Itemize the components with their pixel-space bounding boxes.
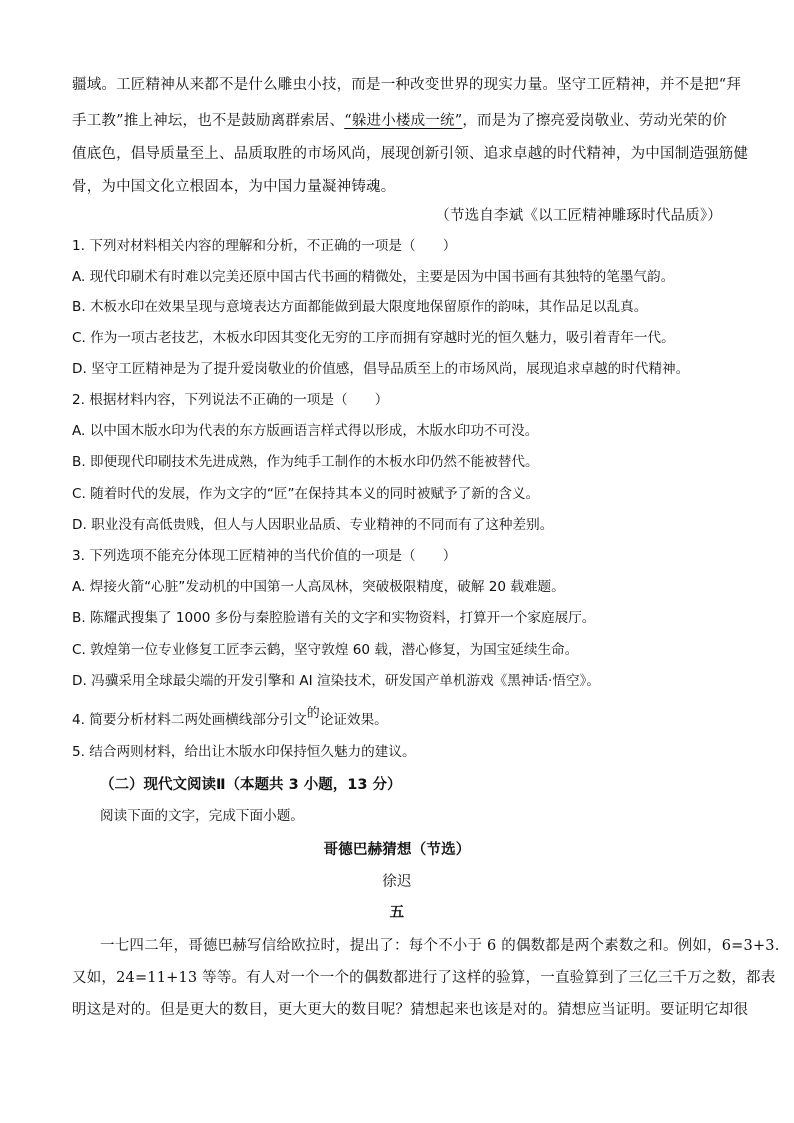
underlined-quote: “躲进小楼成一统” (344, 113, 463, 129)
question-5: 5. 结合两则材料，给出让木版水印保持恒久魅力的建议。 (72, 744, 416, 760)
section-heading: （二）现代文阅读Ⅱ（本题共 3 小题，13 分） (100, 777, 402, 793)
article-line: 明这是对的。但是更大的数目，更大更大的数目呢？猜想起来也该是对的。猜想应当证明。要证明它却很 (72, 1002, 749, 1018)
question-4-superscript: 的 (306, 706, 320, 721)
question-4-text: 4. 简要分析材料二两处画横线部分引文 (72, 712, 307, 728)
option-3b: B. 陈耀武搜集了 1000 多份与秦腔脸谱有关的文字和实物资料，打算开一个家庭展厅。 (72, 610, 596, 626)
passage-line: 值底色，倡导质量至上、品质取胜的市场风尚，展现创新引领、追求卓越的时代精神，为中国制造强筋健 (72, 146, 749, 162)
passage-text: ，而是为了擦亮爱岗敬业、劳动光荣的价 (462, 113, 727, 129)
article-title: 哥德巴赫猜想（节选） (323, 841, 471, 858)
question-3: 3. 下列选项不能充分体现工匠精神的当代价值的一项是（ ） (72, 548, 457, 564)
option-1d: D. 坚守工匠精神是为了提升爱岗敬业的价值感，倡导品质至上的市场风尚，展现追求卓越的时代精神。 (72, 361, 690, 377)
question-4-text: 论证效果。 (319, 712, 388, 728)
source-citation: （节选自李斌《以工匠精神雕琢时代品质》） (435, 208, 722, 224)
passage-line: 骨，为中国文化立根固本，为中国力量凝神铸魂。 (72, 179, 396, 195)
passage-line: 疆域。工匠精神从来都不是什么雕虫小技，而是一种改变世界的现实力量。坚守工匠精神，并不是把“拜 (72, 77, 742, 93)
article-line: 又如，24=11+13 等等。有人对一个一个的偶数都进行了这样的验算，一直验算到了三亿三千万之数，都表 (72, 970, 776, 986)
article-line: 一七四二年，哥德巴赫写信给欧拉时，提出了：每个不小于 6 的偶数都是两个素数之和。例如，6=3+3. (100, 938, 780, 954)
option-3d: D. 冯骥采用全球最尖端的开发引擎和 AI 渲染技术，研发国产单机游戏《黑神话·悟空》。 (72, 673, 600, 689)
passage-line (72, 114, 727, 129)
option-2c: C. 随着时代的发展，作为文字的“匠”在保持其本义的同时被赋予了新的含义。 (72, 486, 540, 502)
part-number: 五 (389, 904, 405, 921)
option-2d: D. 职业没有高低贵贱，但人与人因职业品质、专业精神的不同而有了这种差别。 (72, 517, 554, 533)
passage-text: 手工教”推上神坛，也不是鼓励离群索居、 (72, 113, 345, 129)
question-2: 2. 根据材料内容，下列说法不正确的一项是（ ） (72, 392, 389, 408)
instruction: 阅读下面的文字，完成下面小题。 (100, 808, 304, 824)
option-1c: C. 作为一项古老技艺，木板水印因其变化无穷的工序而拥有穿越时光的恒久魅力，吸引着青年一代。 (72, 330, 675, 346)
option-2a: A. 以中国木版水印为代表的东方版画语言样式得以形成，木版水印功不可没。 (72, 423, 539, 439)
question-1: 1. 下列对材料相关内容的理解和分析，不正确的一项是（ ） (72, 238, 457, 254)
option-2b: B. 即便现代印刷技术先进成熟，作为纯手工制作的木板水印仍然不能被替代。 (72, 454, 539, 470)
option-3a: A. 焊接火箭“心脏”发动机的中国第一人高凤林，突破极限精度，破解 20 载难题。 (72, 579, 565, 595)
question-4 (72, 706, 388, 728)
option-3c: C. 敦煌第一位专业修复工匠李云鹤，坚守敦煌 60 载，潜心修复，为国宝延续生命。 (72, 642, 579, 658)
article-author: 徐迟 (382, 874, 412, 890)
option-1a: A. 现代印刷术有时难以完美还原中国古代书画的精微处，主要是因为中国书画有其独特的笔墨气韵。 (72, 269, 675, 285)
option-1b: B. 木板水印在效果呈现与意境表达方面都能做到最大限度地保留原作的韵味，其作品足以乱真。 (72, 299, 648, 315)
